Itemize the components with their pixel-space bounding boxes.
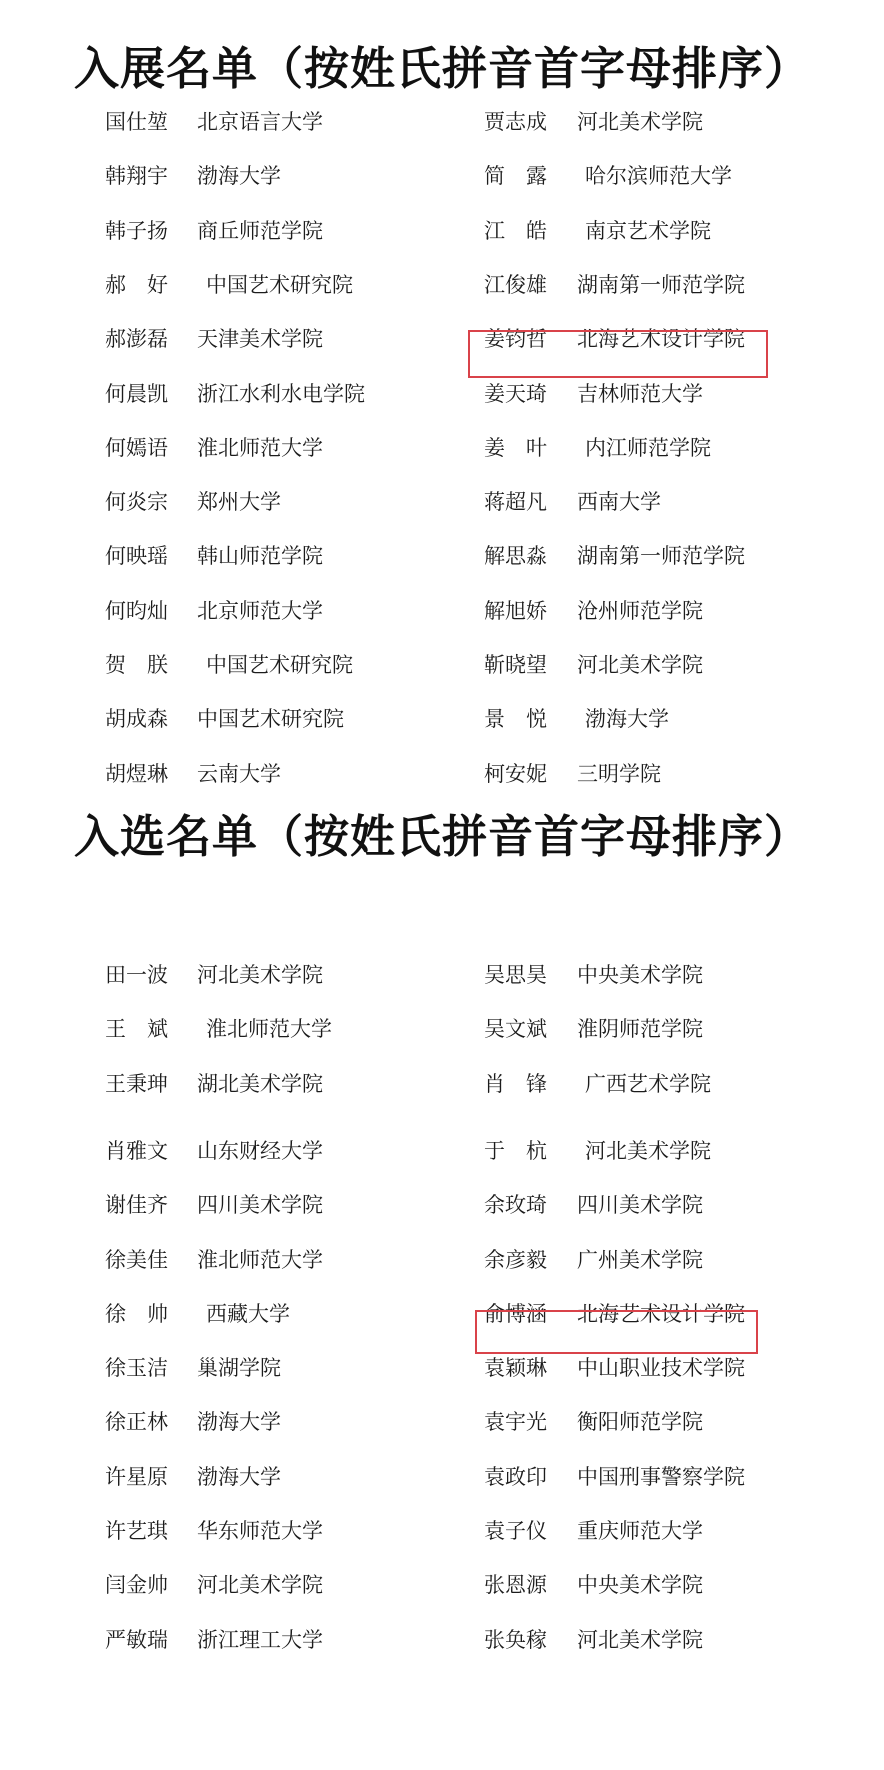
- school-name: 西藏大学: [206, 1301, 290, 1326]
- person-name: 谢佳齐: [105, 1193, 168, 1218]
- person-name: 许星原: [105, 1464, 168, 1489]
- person-name: 何映瑶: [105, 544, 168, 569]
- school-name: 河北美术学院: [585, 1138, 711, 1163]
- school-name: 云南大学: [197, 761, 281, 786]
- school-name: 河北美术学院: [577, 110, 703, 134]
- school-name: 南京艺术学院: [585, 218, 711, 243]
- school-name: 天津美术学院: [197, 327, 323, 352]
- school-name: 郑州大学: [197, 490, 281, 515]
- person-name: 闫金帅: [105, 1573, 168, 1598]
- person-name: 张奂稼: [484, 1627, 547, 1652]
- school-name: 华东师范大学: [197, 1519, 323, 1543]
- school-name: 北海艺术设计学院: [577, 1301, 745, 1326]
- person-name: 王秉珅: [105, 1071, 168, 1096]
- person-name: 袁宇光: [484, 1410, 547, 1435]
- person-name: 郝 好: [105, 272, 168, 297]
- school-name: 浙江水利水电学院: [197, 381, 365, 406]
- person-name: 肖 锋: [484, 1071, 547, 1096]
- person-name: 靳晓望: [484, 653, 547, 677]
- person-name: 蒋超凡: [484, 490, 547, 515]
- person-name: 韩子扬: [105, 218, 168, 243]
- school-name: 湖南第一师范学院: [577, 544, 745, 569]
- school-name: 中国艺术研究院: [197, 707, 344, 732]
- school-name: 河北美术学院: [577, 653, 703, 677]
- school-name: 内江师范学院: [585, 435, 711, 460]
- person-name: 景 悦: [484, 707, 547, 732]
- person-name: 徐玉洁: [105, 1356, 168, 1381]
- school-name: 哈尔滨师范大学: [585, 164, 732, 189]
- person-name: 张恩源: [484, 1573, 547, 1598]
- person-name: 韩翔宇: [105, 164, 168, 189]
- school-name: 渤海大学: [585, 707, 669, 732]
- person-name: 江俊雄: [484, 272, 547, 297]
- school-name: 湖南第一师范学院: [577, 272, 745, 297]
- person-name: 许艺琪: [105, 1519, 168, 1543]
- person-name: 田一波: [105, 963, 168, 987]
- school-name: 吉林师范大学: [577, 381, 703, 406]
- exhibited-title: 入展名单（按姓氏拼音首字母排序）: [73, 42, 810, 95]
- school-name: 淮阴师范学院: [577, 1017, 703, 1042]
- school-name: 四川美术学院: [197, 1193, 323, 1218]
- selected-title: 入选名单（按姓氏拼音首字母排序）: [73, 810, 810, 863]
- school-name: 河北美术学院: [577, 1627, 703, 1652]
- person-name: 姜钧哲: [484, 327, 547, 352]
- school-name: 四川美术学院: [577, 1193, 703, 1218]
- person-name: 袁政印: [484, 1464, 547, 1489]
- school-name: 渤海大学: [197, 1464, 281, 1489]
- person-name: 余玫琦: [484, 1193, 547, 1218]
- person-name: 姜天琦: [484, 381, 547, 406]
- school-name: 北京师范大学: [197, 598, 323, 623]
- school-name: 渤海大学: [197, 1410, 281, 1435]
- person-name: 徐美佳: [105, 1247, 168, 1272]
- school-name: 韩山师范学院: [197, 544, 323, 569]
- person-name: 胡煜琳: [105, 761, 168, 786]
- school-name: 中国艺术研究院: [206, 272, 353, 297]
- school-name: 淮北师范大学: [206, 1017, 332, 1042]
- school-name: 西南大学: [577, 490, 661, 515]
- person-name: 余彦毅: [484, 1247, 547, 1272]
- person-name: 徐 帅: [105, 1301, 168, 1326]
- school-name: 河北美术学院: [197, 1573, 323, 1598]
- school-name: 中国艺术研究院: [206, 653, 353, 677]
- person-name: 简 露: [484, 164, 547, 189]
- highlight-box-yu-bohan: [475, 1310, 758, 1354]
- person-name: 贾志成: [484, 110, 547, 134]
- school-name: 中国刑事警察学院: [577, 1464, 745, 1489]
- person-name: 袁子仪: [484, 1519, 547, 1543]
- school-name: 广州美术学院: [577, 1247, 703, 1272]
- person-name: 袁颖琳: [484, 1356, 547, 1381]
- person-name: 何晨凯: [105, 381, 168, 406]
- person-name: 何炎宗: [105, 490, 168, 515]
- person-name: 解旭娇: [484, 598, 547, 623]
- school-name: 衡阳师范学院: [577, 1410, 703, 1435]
- person-name: 姜 叶: [484, 435, 547, 460]
- person-name: 贺 朕: [105, 653, 168, 677]
- person-name: 吴思昊: [484, 963, 547, 987]
- person-name: 江 皓: [484, 218, 547, 243]
- person-name: 徐正林: [105, 1410, 168, 1435]
- school-name: 巢湖学院: [197, 1356, 281, 1381]
- school-name: 商丘师范学院: [197, 218, 323, 243]
- school-name: 北海艺术设计学院: [577, 327, 745, 352]
- person-name: 何昀灿: [105, 598, 168, 623]
- highlight-box-jiang-junzhe: [468, 330, 768, 378]
- school-name: 渤海大学: [197, 164, 281, 189]
- person-name: 柯安妮: [484, 761, 547, 786]
- school-name: 浙江理工大学: [197, 1627, 323, 1652]
- person-name: 何嫣语: [105, 435, 168, 460]
- school-name: 中央美术学院: [577, 963, 703, 987]
- school-name: 广西艺术学院: [585, 1071, 711, 1096]
- person-name: 胡成森: [105, 707, 168, 732]
- school-name: 湖北美术学院: [197, 1071, 323, 1096]
- person-name: 严敏瑞: [105, 1627, 168, 1652]
- school-name: 淮北师范大学: [197, 1247, 323, 1272]
- person-name: 于 杭: [484, 1138, 547, 1163]
- person-name: 解思淼: [484, 544, 547, 569]
- person-name: 国仕堃: [105, 110, 168, 134]
- school-name: 重庆师范大学: [577, 1519, 703, 1543]
- school-name: 北京语言大学: [197, 110, 323, 134]
- school-name: 淮北师范大学: [197, 435, 323, 460]
- school-name: 沧州师范学院: [577, 598, 703, 623]
- person-name: 郝澎磊: [105, 327, 168, 352]
- school-name: 河北美术学院: [197, 963, 323, 987]
- person-name: 王 斌: [105, 1017, 168, 1042]
- school-name: 中央美术学院: [577, 1573, 703, 1598]
- person-name: 吴文斌: [484, 1017, 547, 1042]
- person-name: 俞博涵: [484, 1301, 547, 1326]
- school-name: 三明学院: [577, 761, 661, 786]
- person-name: 肖雅文: [105, 1138, 168, 1163]
- school-name: 中山职业技术学院: [577, 1356, 745, 1381]
- school-name: 山东财经大学: [197, 1138, 323, 1163]
